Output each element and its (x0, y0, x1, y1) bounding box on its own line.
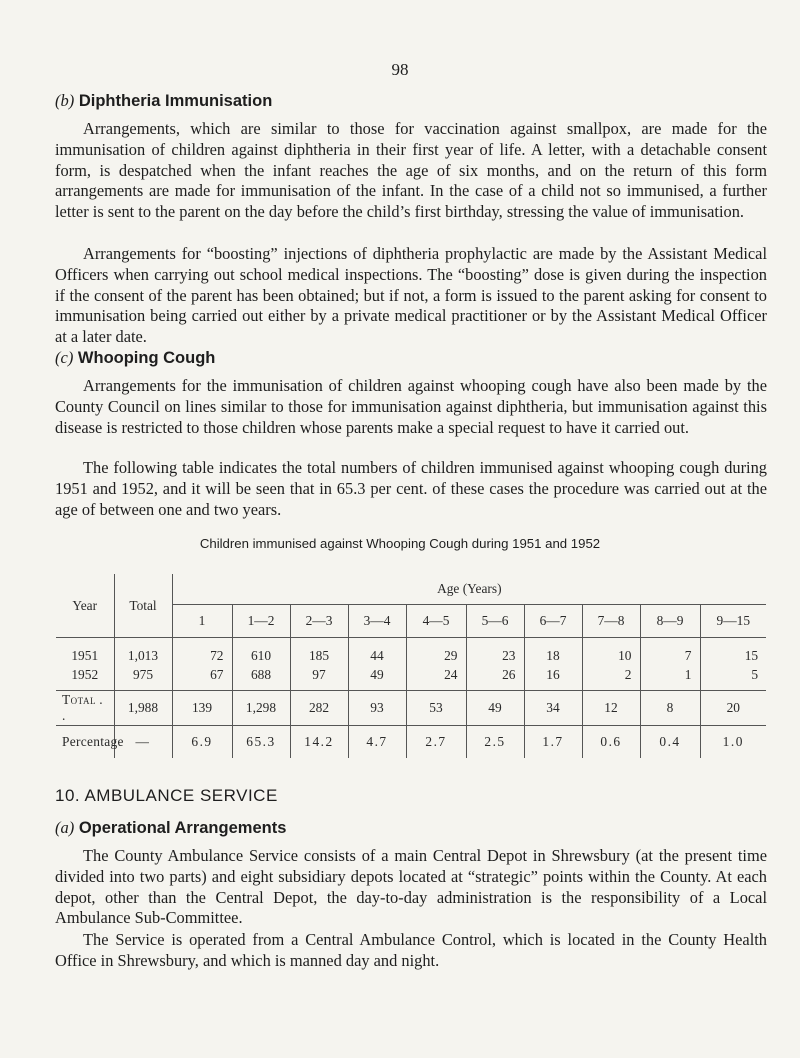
value-cell: 0.6 (582, 726, 640, 759)
value-cell: 15 (700, 638, 766, 666)
value-cell: 1.0 (700, 726, 766, 759)
section-b-paragraph-1: Arrangements, which are similar to those for vaccination against smallpox, are made for the immunisation of children against diphtheria in their first year of life. A letter, with a detachable consent form, is despatched when the infant reaches the age of six months, and on the return of this form arrangements are made for immunisation of the infant. In the case of a child not so immunised, a further letter is sent to the parent on the day before the child’s first birthday, stressing the value of immunisation. (55, 119, 767, 222)
value-cell: 185 (290, 638, 348, 666)
table-header-row (56, 574, 766, 605)
value-cell: 4.7 (348, 726, 406, 759)
age-group-header: 8—9 (640, 605, 700, 638)
section-a-heading (55, 818, 286, 838)
age-group-header: 7—8 (582, 605, 640, 638)
total-label: Total (62, 692, 96, 707)
value-cell: 282 (290, 691, 348, 726)
value-cell: 139 (172, 691, 232, 726)
value-cell: 72 (172, 638, 232, 666)
year-header: Year (56, 574, 114, 638)
percentage-label: Percentage (62, 734, 124, 749)
value-cell: 23 (466, 638, 524, 666)
value-cell: 29 (406, 638, 466, 666)
age-group-header: 9—15 (700, 605, 766, 638)
value-cell: 1 (640, 665, 700, 691)
section-a-title: Operational Arrangements (78, 819, 287, 837)
value-cell: 14.2 (290, 726, 348, 759)
value-cell: 67 (172, 665, 232, 691)
value-cell: 12 (582, 691, 640, 726)
age-group-header: 2—3 (290, 605, 348, 638)
section-c-paragraph-2: The following table indicates the total numbers of children immunised against whooping cough during 1951 and 1952, and it will be seen that in 65.3 per cent. of these cases the procedure was carried out at the age of between one and two years. (55, 458, 767, 519)
total-header: Total (114, 574, 172, 638)
value-cell: 688 (232, 665, 290, 691)
value-cell: 8 (640, 691, 700, 726)
section-a-paragraph-1: The County Ambulance Service consists of a main Central Depot in Shrewsbury (at the present time divided into two parts) and eight subsidiary depots located at “strategic” points within the County. At each depot, other than the Central Depot, the day-to-day administration is the responsibility of a Local Ambulance Sub-Committee. (55, 846, 767, 928)
value-cell: 7 (640, 638, 700, 666)
section-b-letter: (b) (55, 91, 75, 110)
value-cell: 5 (700, 665, 766, 691)
value-cell: 2.7 (406, 726, 466, 759)
age-years-header: Age (Years) (172, 574, 766, 605)
percentage-row (56, 726, 766, 759)
section-c-title: Whooping Cough (77, 349, 216, 367)
total-cell: 1,988 (114, 691, 172, 726)
section-c-heading (55, 348, 215, 368)
value-cell: 18 (524, 638, 582, 666)
age-group-header: 1 (172, 605, 232, 638)
value-cell: 16 (524, 665, 582, 691)
section-a-letter: (a) (55, 818, 75, 837)
section-b-title: Diphtheria Immunisation (78, 92, 273, 110)
value-cell: 49 (348, 665, 406, 691)
value-cell: 49 (466, 691, 524, 726)
page-number: 98 (391, 60, 409, 79)
value-cell: 6.9 (172, 726, 232, 759)
total-label-dots: . . (62, 692, 103, 723)
year-cell: 1951 (71, 647, 99, 663)
value-cell: 44 (348, 638, 406, 666)
section-b-heading (55, 91, 272, 111)
section-a-paragraph-2: The Service is operated from a Central Ambulance Control, which is located in the County Health Office in Shrewsbury, and which is manned day and night. (55, 930, 767, 970)
age-group-header: 6—7 (524, 605, 582, 638)
age-group-header: 3—4 (348, 605, 406, 638)
table-row (56, 665, 766, 691)
table-row (56, 638, 766, 666)
value-cell: 97 (290, 665, 348, 691)
value-cell: 0.4 (640, 726, 700, 759)
section-10-title: AMBULANCE SERVICE (84, 786, 278, 805)
value-cell: 24 (406, 665, 466, 691)
value-cell: 2.5 (466, 726, 524, 759)
value-cell: 93 (348, 691, 406, 726)
section-c-paragraph-1: Arrangements for the immunisation of children against whooping cough have also been made by the County Council on lines similar to those for immunisation against diphtheria, but immunisation against this disease is restricted to those children whose parents make a special request to have it carried out. (55, 376, 767, 437)
table-title: Children immunised against Whooping Cough during 1951 and 1952 (199, 536, 601, 551)
value-cell: 26 (466, 665, 524, 691)
value-cell: 53 (406, 691, 466, 726)
value-cell: 610 (232, 638, 290, 666)
value-cell: 1,298 (232, 691, 290, 726)
value-cell: 10 (582, 638, 640, 666)
section-10-heading (55, 786, 278, 806)
total-cell: 1,013 (114, 638, 172, 666)
value-cell: 20 (700, 691, 766, 726)
age-group-header: 1—2 (232, 605, 290, 638)
total-row (56, 691, 766, 726)
value-cell: 2 (582, 665, 640, 691)
section-10-number: 10. (55, 786, 81, 805)
year-cell: 1952 (56, 665, 114, 691)
value-cell: 65.3 (232, 726, 290, 759)
total-cell: — (114, 726, 172, 759)
age-group-header: 4—5 (406, 605, 466, 638)
age-group-header: 5—6 (466, 605, 524, 638)
total-cell: 975 (114, 665, 172, 691)
whooping-cough-table (56, 574, 766, 758)
total-row-label (56, 691, 114, 726)
value-cell: 34 (524, 691, 582, 726)
section-c-letter: (c) (55, 348, 74, 367)
section-b-paragraph-2: Arrangements for “boosting” injections of diphtheria prophylactic are made by the Assistant Medical Officers when carrying out school medical inspections. The “boosting” dose is given during the inspection if the consent of the parent has been obtained; but if not, a form is issued to the parent asking for consent to immunisation being carried out either by a private medical practitioner or by the Assistant Medical Officer at a later date. (55, 244, 767, 347)
value-cell: 1.7 (524, 726, 582, 759)
